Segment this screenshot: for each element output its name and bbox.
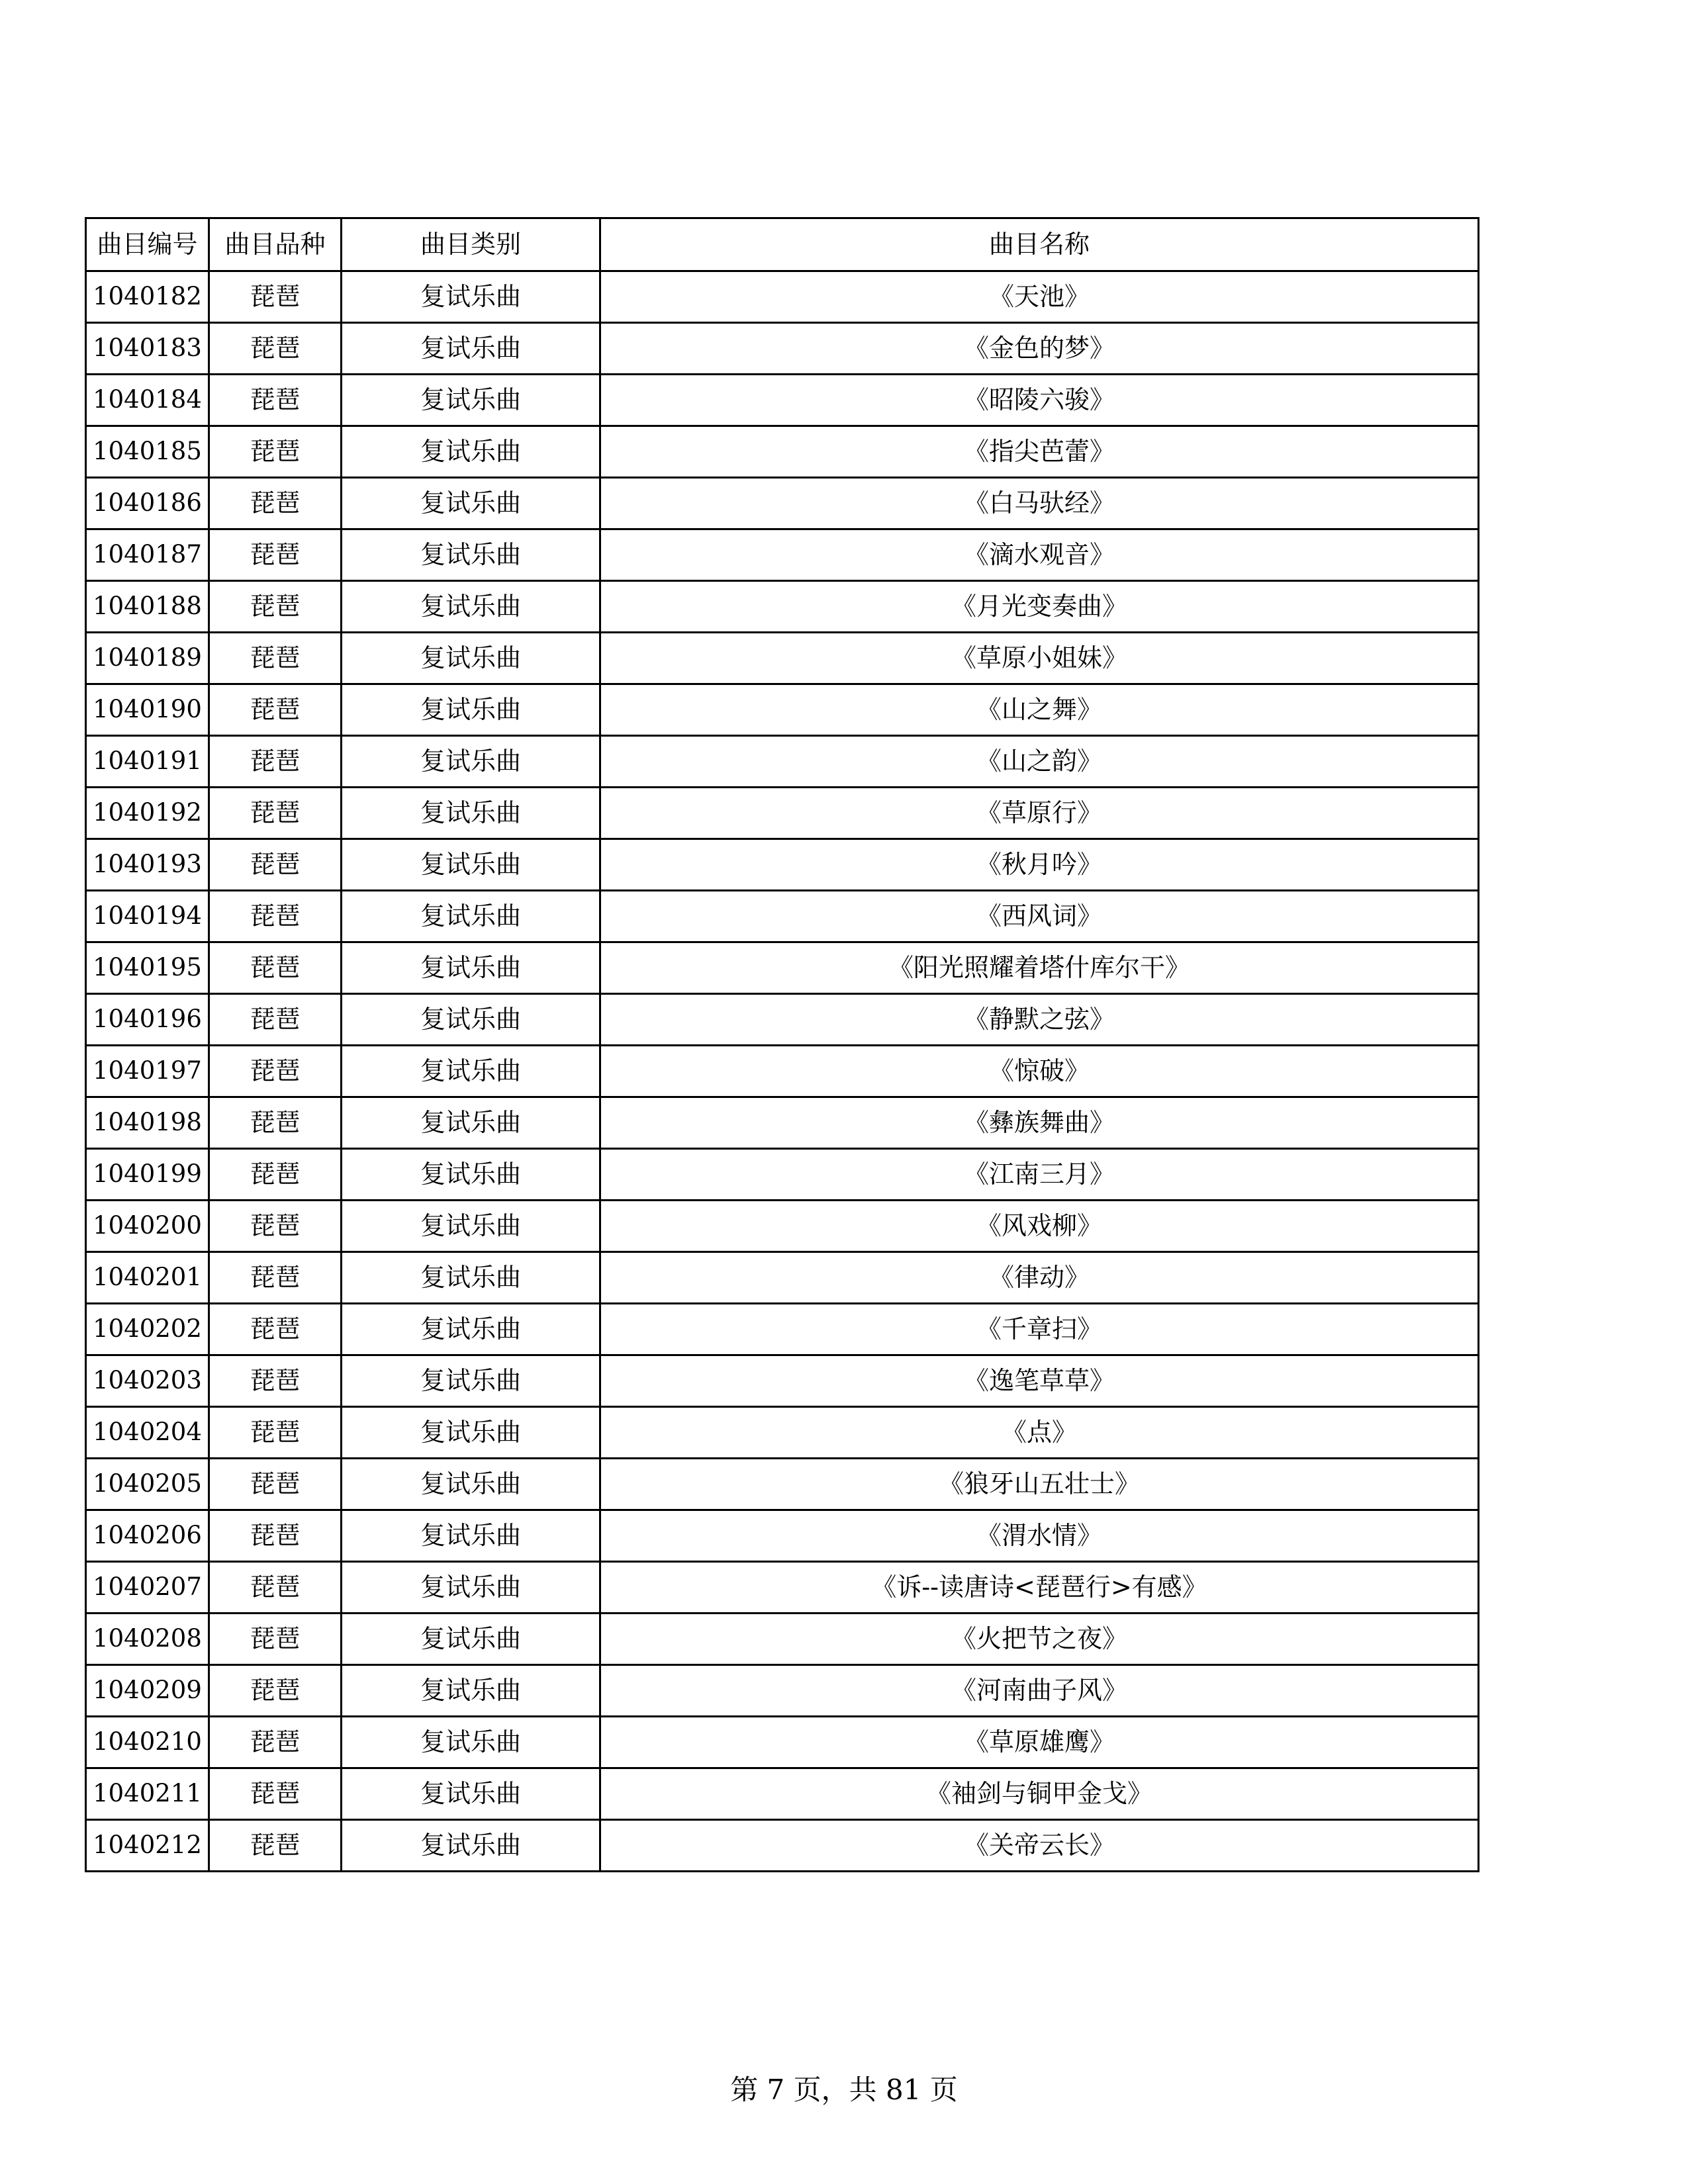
cell-piece-name: 《天池》: [600, 271, 1479, 323]
table-row: [86, 1820, 1479, 1872]
cell-piece-name: 《渭水情》: [600, 1510, 1479, 1562]
cell-piece-name: 《秋月吟》: [600, 839, 1479, 891]
cell-category: 复试乐曲: [342, 375, 600, 426]
page-footer: [0, 2068, 1688, 2108]
cell-piece-name: 《山之韵》: [600, 736, 1479, 788]
cell-category: 复试乐曲: [342, 1046, 600, 1097]
table-row: [86, 1510, 1479, 1562]
cell-instrument: 琵琶: [209, 994, 342, 1046]
cell-piece-name: 《静默之弦》: [600, 994, 1479, 1046]
table-row: [86, 788, 1479, 839]
cell-instrument: 琵琶: [209, 633, 342, 684]
cell-piece-name: 《昭陵六骏》: [600, 375, 1479, 426]
cell-category: 复试乐曲: [342, 1562, 600, 1614]
cell-piece-name: 《指尖芭蕾》: [600, 426, 1479, 478]
cell-instrument: 琵琶: [209, 1665, 342, 1717]
cell-piece-code: 1040210: [86, 1717, 209, 1768]
table-row: [86, 1665, 1479, 1717]
cell-piece-code: 1040204: [86, 1407, 209, 1459]
header-category: 曲目类别: [342, 218, 600, 271]
header-piece-code: 曲目编号: [86, 218, 209, 271]
cell-piece-name: 《草原行》: [600, 788, 1479, 839]
cell-category: 复试乐曲: [342, 684, 600, 736]
cell-piece-code: 1040212: [86, 1820, 209, 1872]
cell-category: 复试乐曲: [342, 1459, 600, 1510]
table-row: [86, 942, 1479, 994]
table-row: [86, 1046, 1479, 1097]
table-row: [86, 375, 1479, 426]
cell-piece-name: 《狼牙山五壮士》: [600, 1459, 1479, 1510]
cell-piece-code: 1040189: [86, 633, 209, 684]
table-row: [86, 1407, 1479, 1459]
cell-instrument: 琵琶: [209, 684, 342, 736]
cell-piece-code: 1040190: [86, 684, 209, 736]
cell-instrument: 琵琶: [209, 1459, 342, 1510]
cell-instrument: 琵琶: [209, 736, 342, 788]
cell-instrument: 琵琶: [209, 529, 342, 581]
cell-piece-name: 《关帝云长》: [600, 1820, 1479, 1872]
cell-instrument: 琵琶: [209, 1097, 342, 1149]
cell-instrument: 琵琶: [209, 581, 342, 633]
cell-category: 复试乐曲: [342, 1510, 600, 1562]
table-row: [86, 684, 1479, 736]
cell-piece-code: 1040205: [86, 1459, 209, 1510]
cell-category: 复试乐曲: [342, 426, 600, 478]
cell-piece-code: 1040201: [86, 1252, 209, 1304]
cell-category: 复试乐曲: [342, 942, 600, 994]
cell-piece-name: 《惊破》: [600, 1046, 1479, 1097]
cell-category: 复试乐曲: [342, 1149, 600, 1201]
table-row: [86, 1614, 1479, 1665]
cell-instrument: 琵琶: [209, 1304, 342, 1355]
header-instrument: 曲目品种: [209, 218, 342, 271]
table-row: [86, 271, 1479, 323]
cell-piece-name: 《河南曲子风》: [600, 1665, 1479, 1717]
cell-piece-name: 《草原雄鹰》: [600, 1717, 1479, 1768]
cell-instrument: 琵琶: [209, 1252, 342, 1304]
table-row: [86, 633, 1479, 684]
cell-category: 复试乐曲: [342, 1304, 600, 1355]
cell-instrument: 琵琶: [209, 1768, 342, 1820]
cell-category: 复试乐曲: [342, 788, 600, 839]
cell-category: 复试乐曲: [342, 1820, 600, 1872]
cell-instrument: 琵琶: [209, 788, 342, 839]
cell-instrument: 琵琶: [209, 891, 342, 942]
table-body: [86, 271, 1479, 1872]
cell-category: 复试乐曲: [342, 1768, 600, 1820]
cell-instrument: 琵琶: [209, 1820, 342, 1872]
table-row: [86, 736, 1479, 788]
cell-piece-name: 《彝族舞曲》: [600, 1097, 1479, 1149]
cell-piece-code: 1040187: [86, 529, 209, 581]
table-row: [86, 1201, 1479, 1252]
cell-piece-code: 1040197: [86, 1046, 209, 1097]
table-row: [86, 478, 1479, 529]
cell-piece-code: 1040191: [86, 736, 209, 788]
page-number-text: 第 7 页，共 81 页: [730, 2073, 958, 2106]
cell-category: 复试乐曲: [342, 736, 600, 788]
cell-piece-name: 《火把节之夜》: [600, 1614, 1479, 1665]
table-row: [86, 581, 1479, 633]
table-row: [86, 1562, 1479, 1614]
table-header-row: [86, 218, 1479, 271]
cell-category: 复试乐曲: [342, 323, 600, 375]
cell-piece-name: 《金色的梦》: [600, 323, 1479, 375]
table-row: [86, 529, 1479, 581]
repertoire-table: [85, 217, 1479, 1872]
cell-instrument: 琵琶: [209, 942, 342, 994]
cell-piece-name: 《滴水观音》: [600, 529, 1479, 581]
cell-instrument: 琵琶: [209, 323, 342, 375]
table-row: [86, 994, 1479, 1046]
cell-piece-name: 《山之舞》: [600, 684, 1479, 736]
table-row: [86, 426, 1479, 478]
cell-piece-code: 1040193: [86, 839, 209, 891]
cell-category: 复试乐曲: [342, 1355, 600, 1407]
cell-piece-name: 《千章扫》: [600, 1304, 1479, 1355]
cell-piece-name: 《风戏柳》: [600, 1201, 1479, 1252]
cell-piece-code: 1040196: [86, 994, 209, 1046]
cell-instrument: 琵琶: [209, 1201, 342, 1252]
cell-piece-name: 《逸笔草草》: [600, 1355, 1479, 1407]
cell-piece-code: 1040207: [86, 1562, 209, 1614]
cell-instrument: 琵琶: [209, 478, 342, 529]
cell-piece-name: 《草原小姐妹》: [600, 633, 1479, 684]
cell-piece-name: 《白马驮经》: [600, 478, 1479, 529]
repertoire-table-container: [85, 217, 1479, 1872]
cell-piece-name: 《西风词》: [600, 891, 1479, 942]
cell-piece-name: 《江南三月》: [600, 1149, 1479, 1201]
cell-instrument: 琵琶: [209, 1149, 342, 1201]
header-piece-name: 曲目名称: [600, 218, 1479, 271]
cell-piece-name: 《月光变奏曲》: [600, 581, 1479, 633]
table-row: [86, 1768, 1479, 1820]
cell-piece-name: 《袖剑与铜甲金戈》: [600, 1768, 1479, 1820]
cell-piece-code: 1040184: [86, 375, 209, 426]
table-row: [86, 839, 1479, 891]
cell-category: 复试乐曲: [342, 891, 600, 942]
cell-piece-code: 1040182: [86, 271, 209, 323]
cell-category: 复试乐曲: [342, 633, 600, 684]
cell-piece-code: 1040206: [86, 1510, 209, 1562]
cell-piece-code: 1040186: [86, 478, 209, 529]
cell-category: 复试乐曲: [342, 529, 600, 581]
cell-piece-name: 《点》: [600, 1407, 1479, 1459]
cell-piece-code: 1040209: [86, 1665, 209, 1717]
cell-instrument: 琵琶: [209, 271, 342, 323]
table-row: [86, 1717, 1479, 1768]
cell-category: 复试乐曲: [342, 1097, 600, 1149]
cell-piece-code: 1040183: [86, 323, 209, 375]
cell-category: 复试乐曲: [342, 1201, 600, 1252]
cell-instrument: 琵琶: [209, 1614, 342, 1665]
table-row: [86, 1459, 1479, 1510]
cell-instrument: 琵琶: [209, 1510, 342, 1562]
cell-piece-code: 1040211: [86, 1768, 209, 1820]
table-row: [86, 1355, 1479, 1407]
cell-instrument: 琵琶: [209, 839, 342, 891]
cell-instrument: 琵琶: [209, 1355, 342, 1407]
cell-piece-name: 《阳光照耀着塔什库尔干》: [600, 942, 1479, 994]
cell-instrument: 琵琶: [209, 426, 342, 478]
cell-piece-name: 《诉--读唐诗<琵琶行>有感》: [600, 1562, 1479, 1614]
cell-category: 复试乐曲: [342, 478, 600, 529]
table-row: [86, 1304, 1479, 1355]
cell-instrument: 琵琶: [209, 1717, 342, 1768]
cell-instrument: 琵琶: [209, 1046, 342, 1097]
cell-piece-code: 1040198: [86, 1097, 209, 1149]
table-row: [86, 1097, 1479, 1149]
cell-category: 复试乐曲: [342, 1252, 600, 1304]
cell-piece-name: 《律动》: [600, 1252, 1479, 1304]
cell-piece-code: 1040188: [86, 581, 209, 633]
cell-piece-code: 1040185: [86, 426, 209, 478]
cell-instrument: 琵琶: [209, 375, 342, 426]
cell-piece-code: 1040200: [86, 1201, 209, 1252]
cell-category: 复试乐曲: [342, 1614, 600, 1665]
table-row: [86, 323, 1479, 375]
cell-category: 复试乐曲: [342, 839, 600, 891]
cell-instrument: 琵琶: [209, 1562, 342, 1614]
cell-instrument: 琵琶: [209, 1407, 342, 1459]
cell-piece-code: 1040208: [86, 1614, 209, 1665]
table-row: [86, 1252, 1479, 1304]
cell-piece-code: 1040203: [86, 1355, 209, 1407]
cell-category: 复试乐曲: [342, 1407, 600, 1459]
cell-piece-code: 1040192: [86, 788, 209, 839]
cell-category: 复试乐曲: [342, 994, 600, 1046]
cell-category: 复试乐曲: [342, 581, 600, 633]
table-row: [86, 1149, 1479, 1201]
cell-category: 复试乐曲: [342, 1717, 600, 1768]
table-row: [86, 891, 1479, 942]
cell-piece-code: 1040194: [86, 891, 209, 942]
cell-category: 复试乐曲: [342, 271, 600, 323]
cell-piece-code: 1040202: [86, 1304, 209, 1355]
cell-piece-code: 1040195: [86, 942, 209, 994]
cell-category: 复试乐曲: [342, 1665, 600, 1717]
cell-piece-code: 1040199: [86, 1149, 209, 1201]
